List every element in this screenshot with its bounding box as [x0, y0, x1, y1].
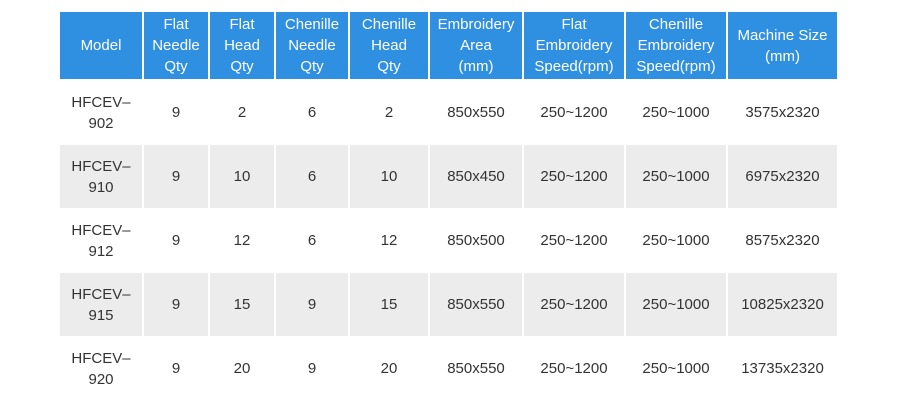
cell-flat-head-qty: 15 [210, 273, 274, 337]
cell-flat-needle-qty: 9 [144, 81, 208, 145]
table-row [60, 81, 837, 145]
cell-chenille-speed: 250~1000 [626, 337, 726, 401]
cell-flat-speed: 250~1200 [524, 209, 624, 273]
header-embroidery-area: Embroidery Area (mm) [430, 12, 522, 81]
cell-chenille-speed: 250~1000 [626, 273, 726, 337]
cell-flat-speed: 250~1200 [524, 81, 624, 145]
cell-embroidery-area: 850x500 [430, 209, 522, 273]
cell-model: HFCEV– 912 [60, 209, 142, 273]
spec-table [58, 12, 839, 401]
cell-flat-needle-qty: 9 [144, 145, 208, 209]
header-chenille-embroidery-speed: Chenille Embroidery Speed(rpm) [626, 12, 726, 81]
cell-chenille-speed: 250~1000 [626, 81, 726, 145]
cell-chenille-needle-qty: 6 [276, 209, 348, 273]
cell-flat-speed: 250~1200 [524, 273, 624, 337]
header-chenille-head-qty: Chenille Head Qty [350, 12, 428, 81]
header-chenille-needle-qty: Chenille Needle Qty [276, 12, 348, 81]
header-row [60, 12, 837, 81]
cell-chenille-needle-qty: 6 [276, 145, 348, 209]
cell-chenille-head-qty: 2 [350, 81, 428, 145]
cell-chenille-head-qty: 12 [350, 209, 428, 273]
cell-flat-needle-qty: 9 [144, 209, 208, 273]
cell-chenille-speed: 250~1000 [626, 209, 726, 273]
cell-chenille-head-qty: 10 [350, 145, 428, 209]
cell-model: HFCEV– 920 [60, 337, 142, 401]
cell-embroidery-area: 850x450 [430, 145, 522, 209]
cell-machine-size: 6975x2320 [728, 145, 837, 209]
header-flat-embroidery-speed: Flat Embroidery Speed(rpm) [524, 12, 624, 81]
cell-flat-speed: 250~1200 [524, 145, 624, 209]
cell-chenille-needle-qty: 9 [276, 337, 348, 401]
cell-chenille-head-qty: 20 [350, 337, 428, 401]
cell-flat-speed: 250~1200 [524, 337, 624, 401]
cell-embroidery-area: 850x550 [430, 337, 522, 401]
cell-chenille-speed: 250~1000 [626, 145, 726, 209]
cell-machine-size: 8575x2320 [728, 209, 837, 273]
cell-model: HFCEV– 902 [60, 81, 142, 145]
spec-table-container [60, 12, 839, 401]
cell-model: HFCEV– 910 [60, 145, 142, 209]
header-machine-size: Machine Size (mm) [728, 12, 837, 81]
cell-embroidery-area: 850x550 [430, 81, 522, 145]
header-flat-head-qty: Flat Head Qty [210, 12, 274, 81]
cell-flat-head-qty: 20 [210, 337, 274, 401]
cell-machine-size: 10825x2320 [728, 273, 837, 337]
cell-embroidery-area: 850x550 [430, 273, 522, 337]
table-row [60, 209, 837, 273]
cell-flat-needle-qty: 9 [144, 337, 208, 401]
cell-machine-size: 13735x2320 [728, 337, 837, 401]
header-model: Model [60, 12, 142, 81]
cell-flat-head-qty: 2 [210, 81, 274, 145]
cell-model: HFCEV– 915 [60, 273, 142, 337]
cell-flat-head-qty: 10 [210, 145, 274, 209]
header-flat-needle-qty: Flat Needle Qty [144, 12, 208, 81]
cell-flat-needle-qty: 9 [144, 273, 208, 337]
table-row [60, 273, 837, 337]
cell-chenille-needle-qty: 9 [276, 273, 348, 337]
table-row [60, 337, 837, 401]
cell-flat-head-qty: 12 [210, 209, 274, 273]
cell-chenille-needle-qty: 6 [276, 81, 348, 145]
cell-machine-size: 3575x2320 [728, 81, 837, 145]
cell-chenille-head-qty: 15 [350, 273, 428, 337]
table-row [60, 145, 837, 209]
